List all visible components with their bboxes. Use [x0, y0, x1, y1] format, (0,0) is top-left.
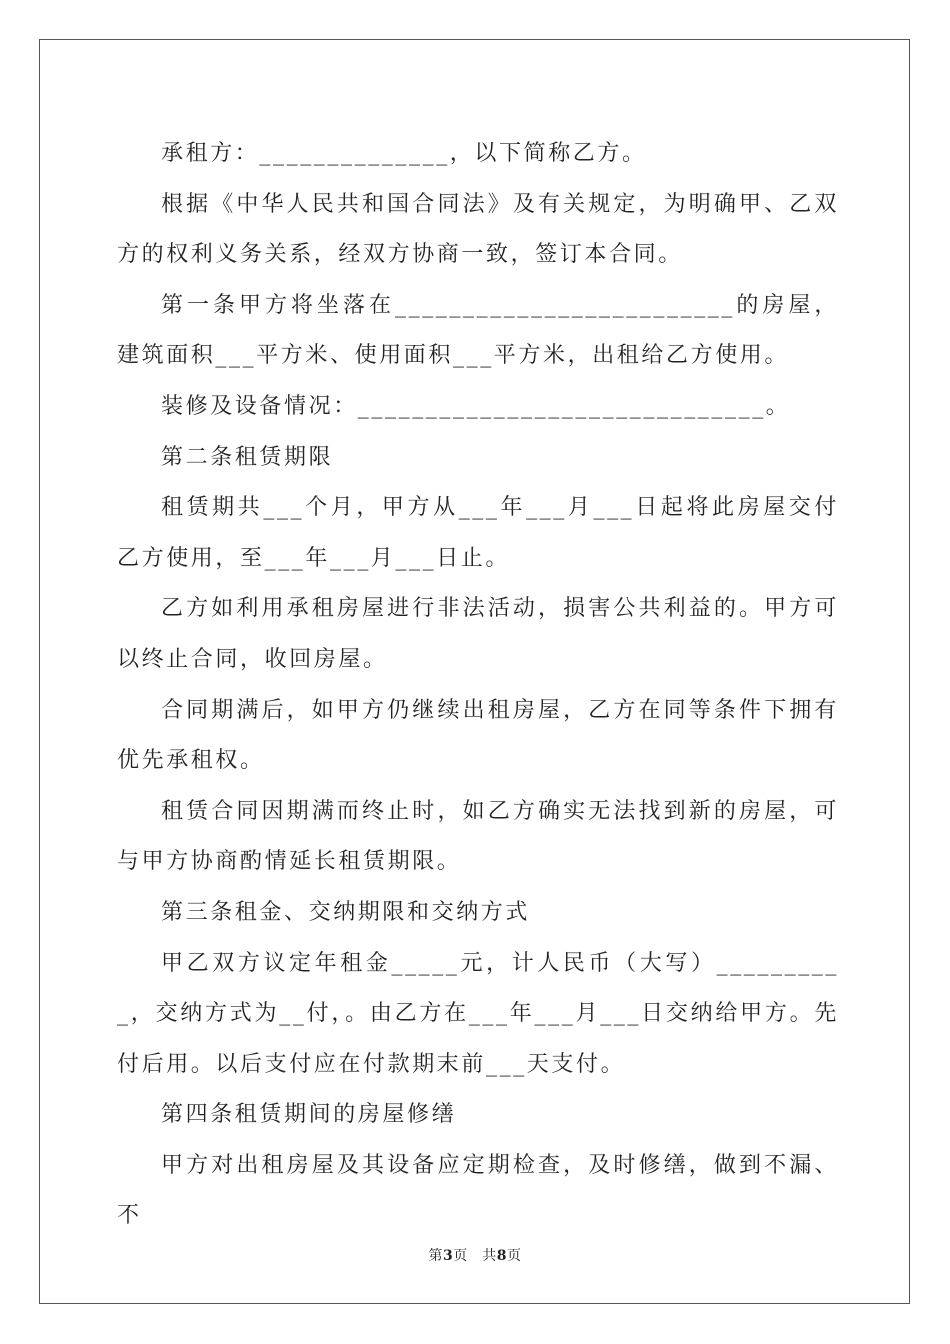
page-label-suffix: 页 [507, 1248, 522, 1264]
heading-article-4: 第四条租赁期间的房屋修缮 [161, 1102, 457, 1128]
page-current: 3 [443, 1248, 454, 1264]
paragraph-fittings: 装修及设备情况：______________________________。 [161, 393, 791, 419]
paragraph-repairs: 甲方对出租房屋及其设备应定期检查，及时修缮，做到不漏、不 [117, 1152, 839, 1229]
paragraph-lease-term: 租赁期共___个月，甲方从___年___月___日起将此房屋交付乙方使用，至___年___月___日止。 [117, 495, 839, 571]
page-label-prefix: 第 [428, 1248, 443, 1264]
heading-article-2: 第二条租赁期限 [161, 444, 334, 470]
paragraph-renewal-priority: 合同期满后，如甲方仍继续出租房屋，乙方在同等条件下拥有优先承租权。 [117, 697, 839, 774]
paragraph-extension: 租赁合同因期满而终止时，如乙方确实无法找到新的房屋，可与甲方协商酌情延长租赁期限。 [117, 798, 839, 875]
page-total: 8 [496, 1248, 507, 1264]
paragraph-illegal-use: 乙方如利用承租房屋进行非法活动，损害公共利益的。甲方可以终止合同，收回房屋。 [117, 596, 839, 672]
paragraph-lessee: 承租方：______________，以下简称乙方。 [161, 141, 647, 166]
paragraph-preamble: 根据《中华人民共和国合同法》及有关规定，为明确甲、乙双方的权利义务关系，经双方协商一致，签订本合同。 [117, 191, 839, 268]
page-label-mid: 页 共 [453, 1248, 497, 1264]
document-body [117, 129, 839, 1242]
paragraph-rent-payment: 甲乙双方议定年租金_____元，计人民币（大写）__________，交纳方式为__付，。由乙方在___年___月___日交纳给甲方。先付后用。以后支付应在付款期末前___天支付。 [117, 950, 839, 1077]
heading-article-3: 第三条租金、交纳期限和交纳方式 [161, 899, 531, 925]
page-footer [0, 1245, 950, 1265]
paragraph-article-1: 第一条甲方将坐落在_________________________的房屋，建筑面积___平方米、使用面积___平方米，出租给乙方使用。 [117, 292, 839, 369]
